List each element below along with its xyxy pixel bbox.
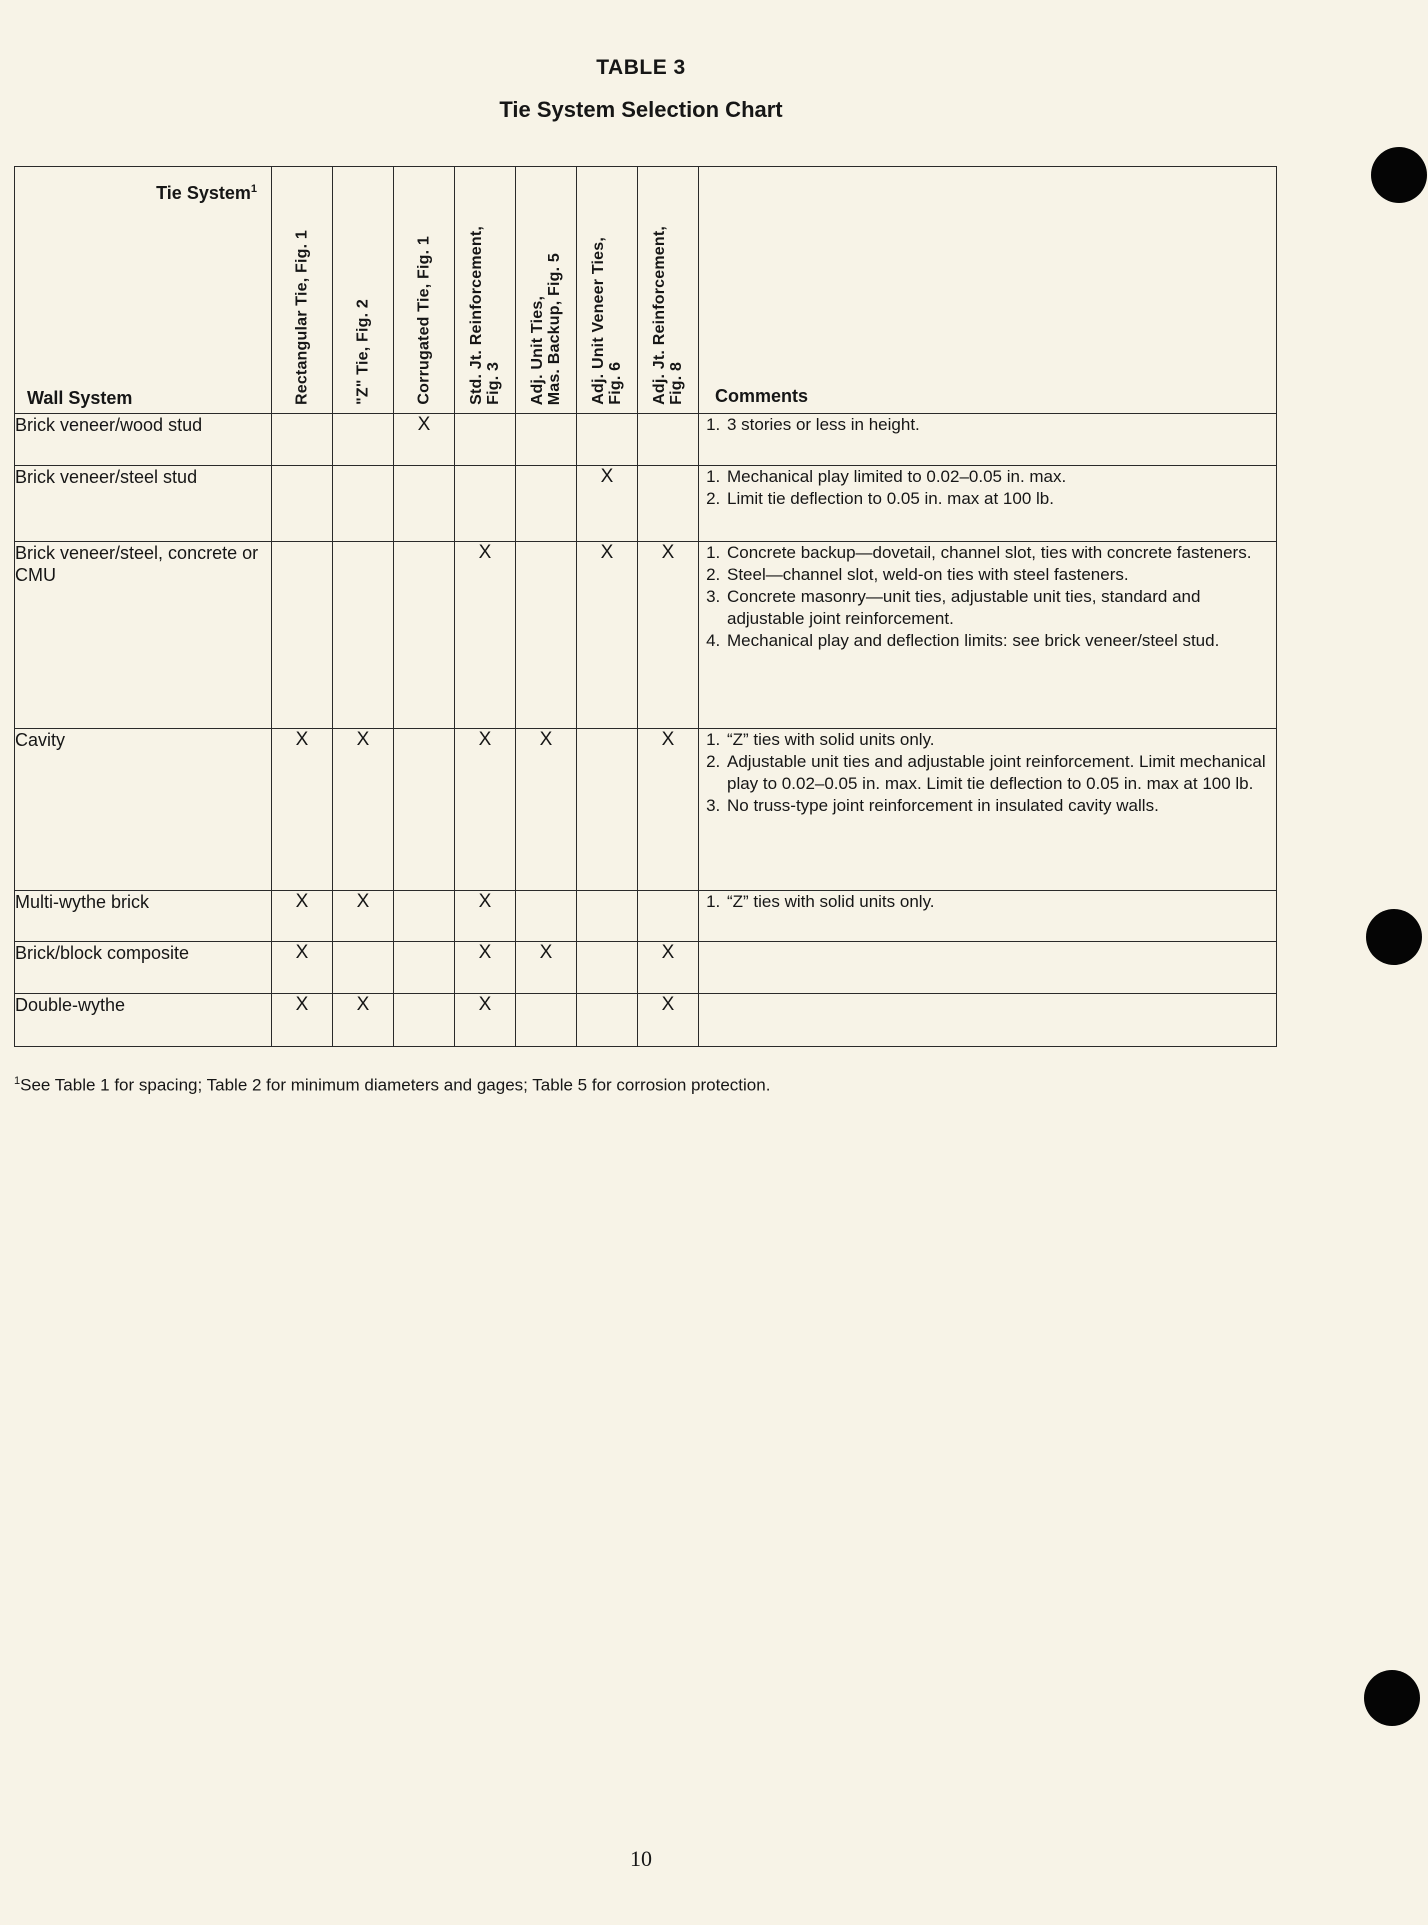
comment-item: 1. 3 stories or less in height. [725,414,1276,436]
comment-item: 2. Limit tie deflection to 0.05 in. max at 100 lb. [725,488,1276,510]
comments-cell [699,994,1277,1047]
table-body [15,414,1277,1047]
table-row [15,994,1277,1047]
table-title: Tie System Selection Chart [499,97,783,122]
tie-mark-cell: X [455,891,516,942]
tie-mark-cell: X [638,942,699,994]
tie-mark-cell [516,414,577,466]
tie-mark-cell [333,542,394,729]
comment-item: 3. No truss-type joint reinforcement in insulated cavity walls. [725,795,1276,817]
footnote: $^1$See Table 1 for spacing; Table 2 for minimum diameters and gages; Table 5 for corrosion protection. [14,1075,771,1095]
tie-mark-cell [394,891,455,942]
tie-mark-cell: X [638,994,699,1047]
comments-cell [699,729,1277,891]
tie-mark-cell [577,729,638,891]
footnote-marker: 1 [14,1075,21,1087]
tie-mark-cell [394,466,455,542]
tie-mark-cell [394,542,455,729]
comment-item: 3. Concrete masonry—unit ties, adjustable unit ties, standard and adjustable joint reinforcement. [725,586,1276,630]
tie-mark-cell: X [394,414,455,466]
tie-mark-cell [577,994,638,1047]
comments-header: Comments [699,167,1277,414]
wall-system-cell: Multi-wythe brick [15,891,272,942]
tie-mark-cell: X [455,994,516,1047]
tie-mark-cell [333,466,394,542]
page-number: 10 [630,1846,652,1871]
tie-mark-cell: X [272,729,333,891]
tie-mark-cell: X [577,542,638,729]
table-row [15,414,1277,466]
tie-mark-cell: X [272,942,333,994]
tie-mark-cell: X [272,994,333,1047]
header-corner-cell [15,167,272,414]
comments-cell [699,414,1277,466]
tie-mark-cell: X [455,729,516,891]
tie-mark-cell [455,414,516,466]
tie-mark-cell [394,994,455,1047]
tie-mark-cell [394,942,455,994]
tie-mark-cell [577,942,638,994]
tie-mark-cell [577,414,638,466]
footnote-marker: 1 [250,183,257,195]
binder-hole [1371,147,1427,203]
table-number: TABLE 3 [596,56,686,79]
tie-mark-cell: X [577,466,638,542]
column-header: Std. Jt. Reinforcement, Fig. 3 [455,167,516,414]
comment-item: 2. Steel—channel slot, weld-on ties with steel fasteners. [725,564,1276,586]
comments-cell [699,891,1277,942]
tie-mark-cell [638,891,699,942]
tie-mark-cell: X [455,542,516,729]
column-header: Adj. Jt. Reinforcement, Fig. 8 [638,167,699,414]
tie-mark-cell [577,891,638,942]
tie-mark-cell [516,466,577,542]
tie-mark-cell [638,466,699,542]
comment-list [699,542,1276,652]
comment-list [699,414,1276,436]
tie-mark-cell: X [272,891,333,942]
header-row [15,167,1277,414]
tie-mark-cell: X [333,994,394,1047]
tie-mark-cell [333,414,394,466]
tie-system-label: Tie System$^1$ [156,183,257,203]
tie-mark-cell: X [333,891,394,942]
comment-item: 1. “Z” ties with solid units only. [725,891,1276,913]
comment-item: 1. Mechanical play limited to 0.02–0.05 in. max. [725,466,1276,488]
comment-item: 1. “Z” ties with solid units only. [725,729,1276,751]
tie-mark-cell [272,466,333,542]
tie-mark-cell: X [638,542,699,729]
wall-system-cell: Brick veneer/wood stud [15,414,272,466]
wall-system-cell: Brick veneer/steel, concrete or CMU [15,542,272,729]
tie-mark-cell: X [638,729,699,891]
comment-list [699,891,1276,913]
comment-list [699,729,1276,817]
wall-system-label: Wall System [27,388,133,408]
tie-mark-cell [272,414,333,466]
comment-item: 2. Adjustable unit ties and adjustable joint reinforcement. Limit mechanical play to 0.02–0.05 in. max. Limit tie deflection to 0.05 in. max at 100 lb. [725,751,1276,795]
comment-item: 4. Mechanical play and deflection limits: see brick veneer/steel stud. [725,630,1276,652]
tie-mark-cell: X [333,729,394,891]
table-row [15,942,1277,994]
tie-mark-cell [516,542,577,729]
binder-hole [1364,1670,1420,1726]
wall-system-cell: Double-wythe [15,994,272,1047]
tie-mark-cell [638,414,699,466]
column-header: "Z" Tie, Fig. 2 [333,167,394,414]
wall-system-cell: Brick/block composite [15,942,272,994]
wall-system-cell: Cavity [15,729,272,891]
tie-mark-cell [272,542,333,729]
column-header: Adj. Unit Ties, Mas. Backup, Fig. 5 [516,167,577,414]
comment-item: 1. Concrete backup—dovetail, channel slot, ties with concrete fasteners. [725,542,1276,564]
tie-mark-cell [516,994,577,1047]
column-header: Adj. Unit Veneer Ties, Fig. 6 [577,167,638,414]
binder-hole [1366,909,1422,965]
tie-mark-cell [516,891,577,942]
tie-mark-cell: X [455,942,516,994]
comment-list [699,466,1276,510]
table-row [15,542,1277,729]
comments-cell [699,542,1277,729]
tie-mark-cell [333,942,394,994]
wall-system-cell: Brick veneer/steel stud [15,466,272,542]
table-row [15,466,1277,542]
table-row [15,891,1277,942]
tie-mark-cell [394,729,455,891]
table-row [15,729,1277,891]
tie-mark-cell [455,466,516,542]
column-header: Rectangular Tie, Fig. 1 [272,167,333,414]
tie-selection-table [14,166,1277,1047]
tie-mark-cell: X [516,942,577,994]
tie-mark-cell: X [516,729,577,891]
column-header: Corrugated Tie, Fig. 1 [394,167,455,414]
comments-cell [699,466,1277,542]
comments-cell [699,942,1277,994]
